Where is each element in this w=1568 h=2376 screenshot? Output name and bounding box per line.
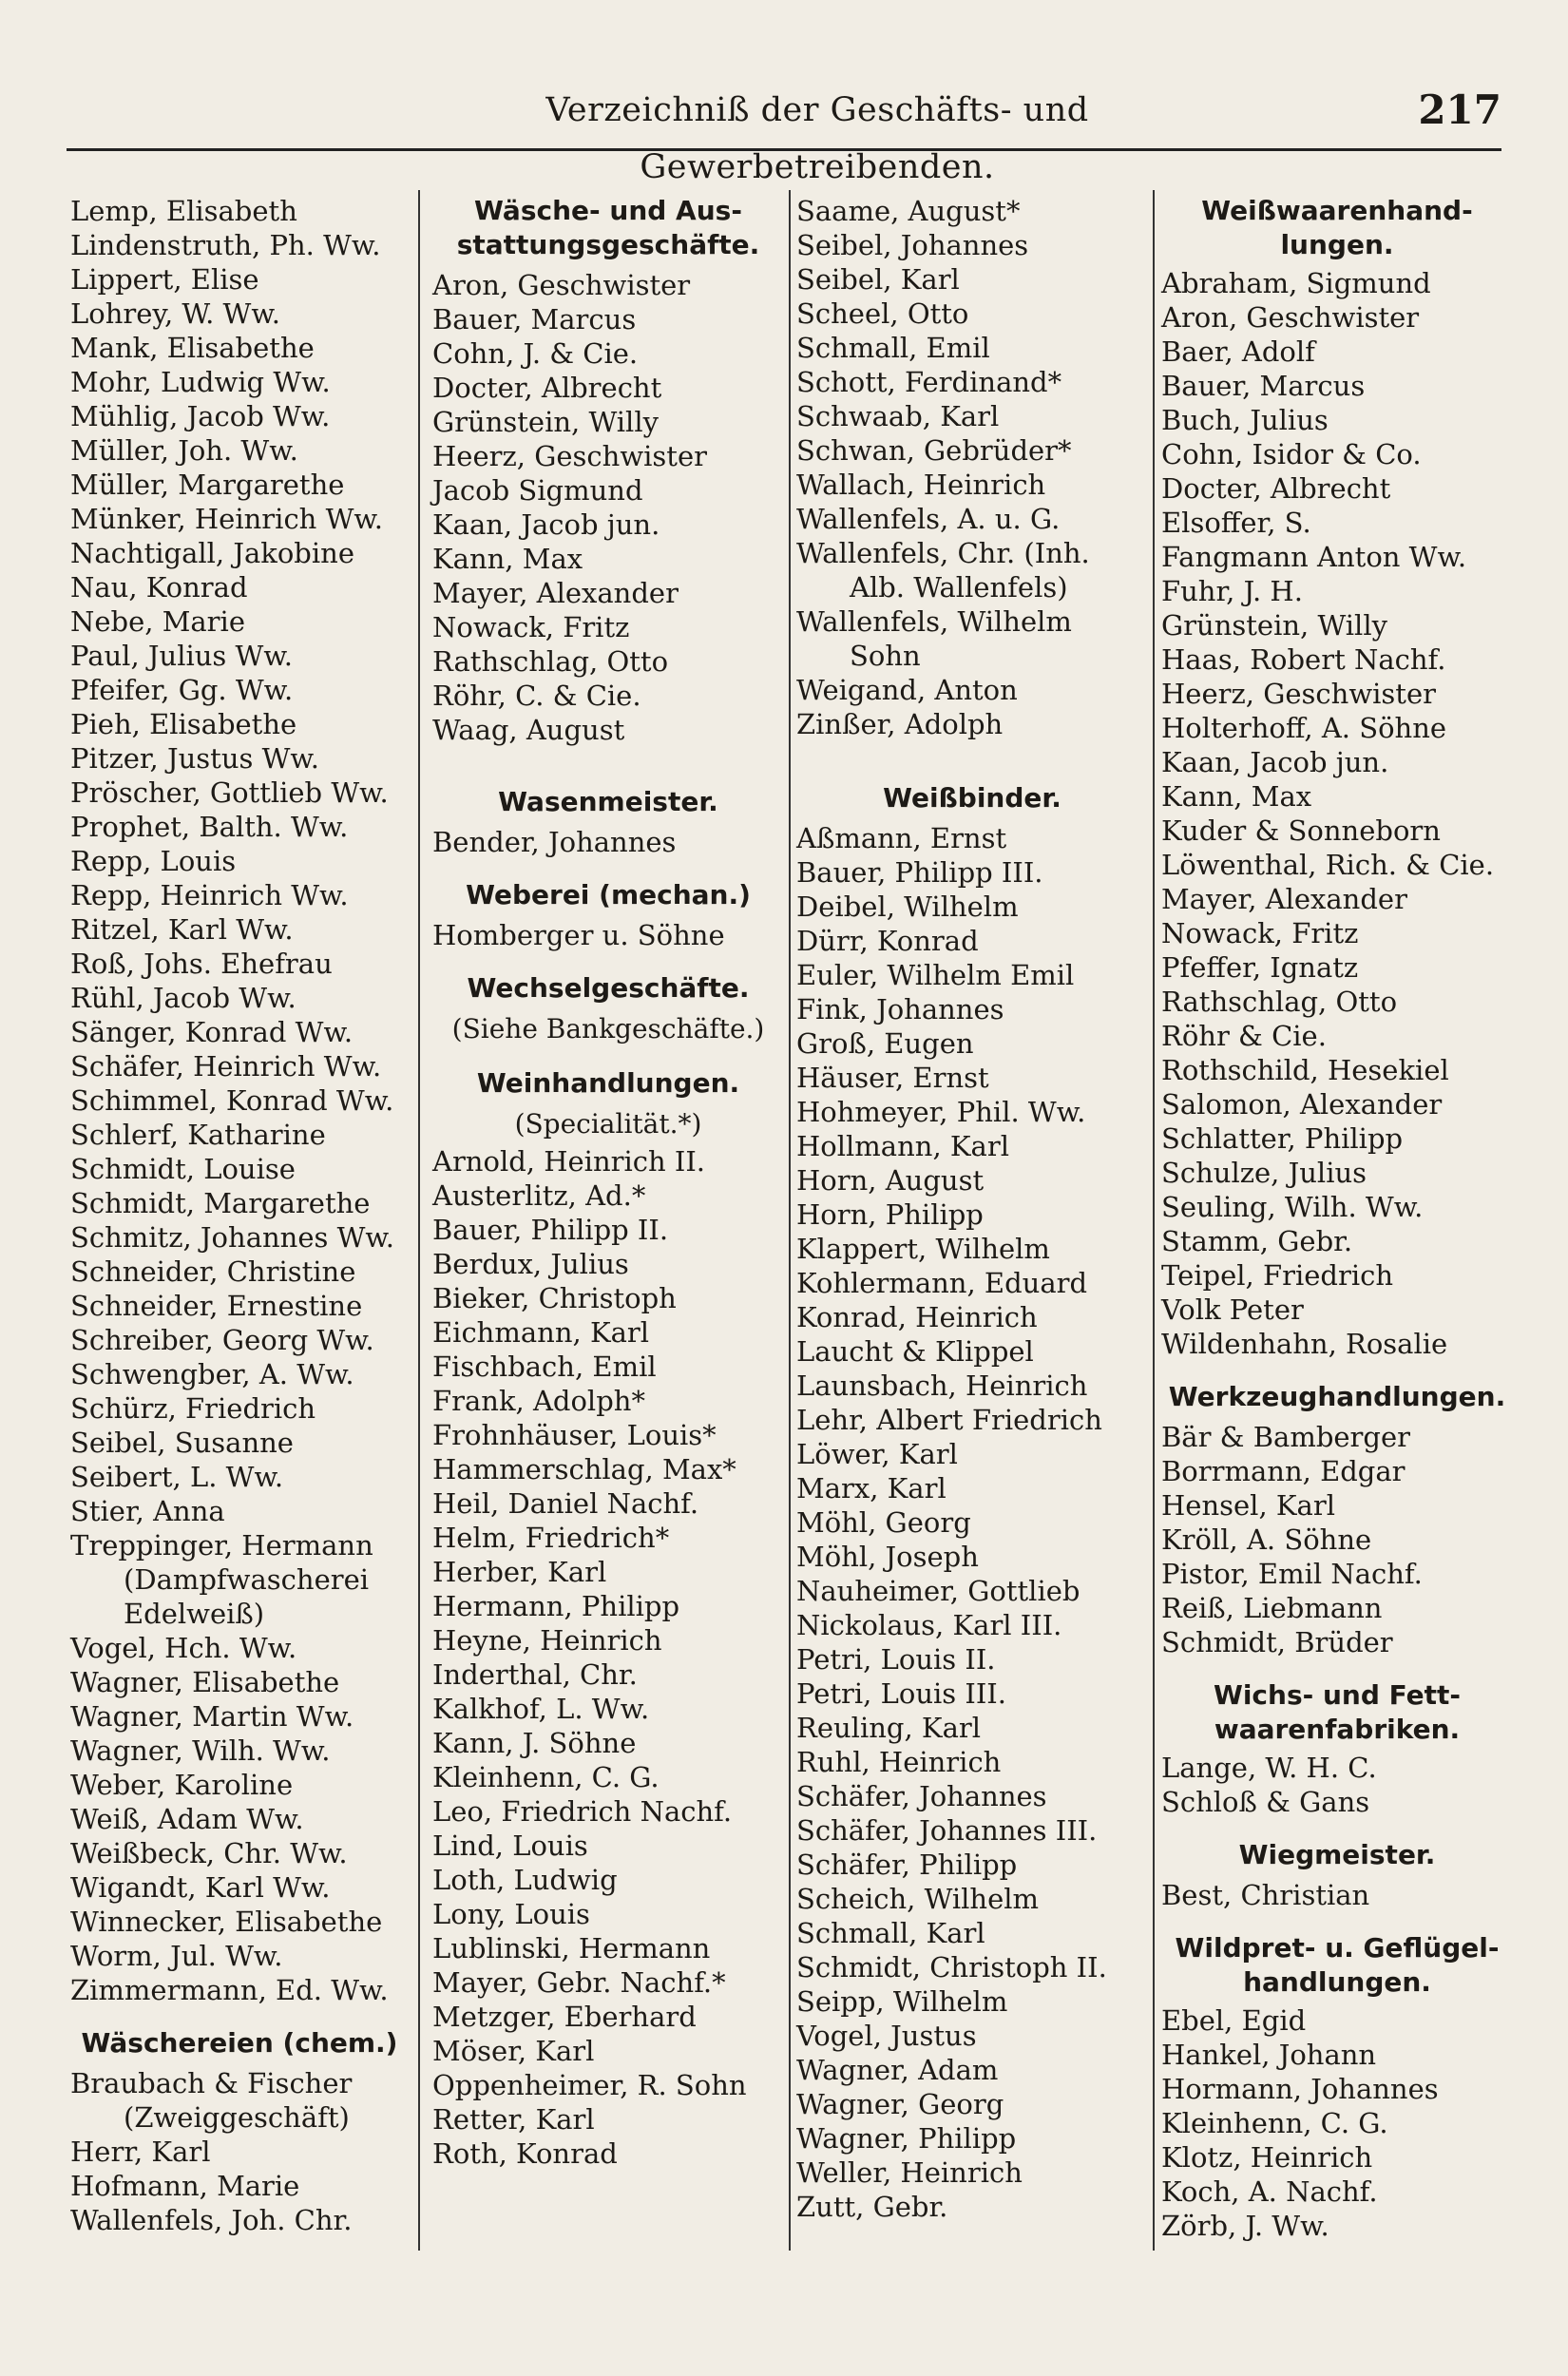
list-item: Kalkhof, L. Ww. (432, 1693, 650, 1725)
list-item: Schott, Ferdinand* (796, 366, 1062, 398)
list-item: Aron, Geschwister (432, 269, 691, 301)
column-3 (796, 194, 1148, 2224)
list-item: Reiß, Liebmann (1161, 1592, 1383, 1624)
entry-list (1161, 1751, 1513, 1819)
list-item: Dürr, Konrad (796, 925, 979, 957)
list-item: Wagner, Martin Ww. (70, 1700, 354, 1733)
list-item: Nowack, Fritz (1161, 917, 1359, 949)
list-item: Seibel, Johannes (796, 229, 1029, 261)
list-item: Weber, Karoline (70, 1769, 294, 1801)
list-item: Mohr, Ludwig Ww. (70, 366, 331, 398)
list-item: Bauer, Philipp III. (796, 856, 1043, 889)
list-item: Hormann, Johannes (1161, 2073, 1439, 2105)
list-item: Pfeifer, Gg. Ww. (70, 674, 294, 706)
list-item: Heil, Daniel Nachf. (432, 1487, 699, 1520)
list-item: Pieh, Elisabethe (70, 708, 297, 740)
list-item: Pitzer, Justus Ww. (70, 742, 320, 775)
list-item: Alb. Wallenfels) (850, 571, 1068, 604)
list-item: Inderthal, Chr. (432, 1658, 638, 1691)
list-item: Petri, Louis II. (796, 1643, 996, 1676)
section-heading: handlungen. (1243, 1966, 1431, 1998)
section-heading: Werkzeughandlungen. (1168, 1381, 1506, 1412)
list-item: Launsbach, Heinrich (796, 1370, 1088, 1402)
list-item: Schulze, Julius (1161, 1157, 1367, 1189)
list-item: Seibel, Susanne (70, 1427, 294, 1459)
list-item: Kuder & Sonneborn (1161, 814, 1441, 847)
list-item: Rühl, Jacob Ww. (70, 982, 296, 1014)
list-item: Wallach, Heinrich (796, 469, 1046, 501)
list-item: Löwenthal, Rich. & Cie. (1161, 849, 1495, 881)
list-item: Vogel, Justus (796, 2020, 977, 2052)
list-item: Lange, W. H. C. (1161, 1752, 1377, 1784)
list-item: Kann, Max (1161, 780, 1312, 813)
list-item: Seibel, Karl (796, 263, 960, 296)
list-item: Schmidt, Louise (70, 1153, 296, 1185)
list-item: Lippert, Elise (70, 263, 259, 296)
list-item: Mayer, Alexander (1161, 883, 1407, 915)
list-item: Ruhl, Heinrich (796, 1746, 1002, 1778)
list-item: Nebe, Marie (70, 605, 245, 638)
section-heading: waarenfabriken. (1214, 1714, 1461, 1745)
list-item: Weiß, Adam Ww. (70, 1803, 304, 1835)
list-item: Baer, Adolf (1161, 335, 1315, 368)
list-item: Schmidt, Brüder (1161, 1626, 1393, 1658)
entry-list (1161, 1878, 1513, 1912)
list-item: Nau, Konrad (70, 571, 248, 604)
list-item: Roß, Johs. Ehefrau (70, 948, 333, 980)
list-item: Stier, Anna (70, 1495, 225, 1527)
section-heading: Wäschereien (chem.) (81, 2027, 398, 2059)
entry-list (1161, 2003, 1513, 2243)
list-item: Metzger, Eberhard (432, 2001, 697, 2033)
entry-list (432, 825, 784, 859)
list-item: Wagner, Wilh. Ww. (70, 1734, 331, 1767)
list-item: Worm, Jul. Ww. (70, 1940, 283, 1972)
list-item: Löwer, Karl (796, 1438, 958, 1470)
list-item: Heerz, Geschwister (432, 440, 707, 472)
list-item: Schäfer, Johannes III. (796, 1814, 1098, 1847)
list-item: Möhl, Georg (796, 1506, 971, 1539)
section-heading: Wichs- und Fett- (1213, 1679, 1462, 1711)
list-item: Marx, Karl (796, 1472, 947, 1504)
list-item: Prophet, Balth. Ww. (70, 811, 349, 843)
list-item: Hammerschlag, Max* (432, 1453, 736, 1485)
column-divider (1153, 190, 1155, 2251)
list-item: Schreiber, Georg Ww. (70, 1324, 374, 1356)
list-item: Docter, Albrecht (432, 372, 662, 404)
list-item: Jacob Sigmund (432, 474, 643, 507)
list-item: Lohrey, W. Ww. (70, 297, 280, 330)
list-item: Herber, Karl (432, 1556, 607, 1588)
list-item: Zörb, J. Ww. (1161, 2210, 1329, 2242)
list-item: Ritzel, Karl Ww. (70, 913, 294, 946)
list-item: Wallenfels, A. u. G. (796, 503, 1061, 535)
list-item: Elsoffer, S. (1161, 507, 1311, 539)
column-1 (70, 194, 409, 2237)
section-note: (Siehe Bankgeschäfte.) (451, 1013, 765, 1044)
list-item: Petri, Louis III. (796, 1677, 1006, 1710)
list-item: Bauer, Philipp II. (432, 1214, 669, 1246)
list-item: Retter, Karl (432, 2103, 595, 2136)
list-item: Schlatter, Philipp (1161, 1122, 1404, 1155)
list-item: Ebel, Egid (1161, 2004, 1307, 2037)
list-item: Schneider, Christine (70, 1255, 356, 1288)
column-divider (789, 190, 791, 2251)
column-4 (1161, 194, 1513, 2243)
list-item: Cohn, J. & Cie. (432, 337, 639, 370)
list-item: Lemp, Elisabeth (70, 195, 297, 227)
list-item: Roth, Konrad (432, 2137, 618, 2170)
list-item: Kleinhenn, C. G. (1161, 2107, 1388, 2139)
list-item: Loth, Ludwig (432, 1864, 618, 1896)
list-item: Sänger, Konrad Ww. (70, 1016, 354, 1048)
list-item: Nauheimer, Gottlieb (796, 1575, 1080, 1607)
list-item: Kleinhenn, C. G. (432, 1761, 660, 1793)
list-item: Salomon, Alexander (1161, 1088, 1443, 1121)
list-item: Grünstein, Willy (432, 406, 659, 438)
page-header (67, 82, 1501, 186)
list-item: Repp, Heinrich Ww. (70, 879, 349, 911)
list-item: Schäfer, Johannes (796, 1780, 1047, 1812)
list-item: Hohmeyer, Phil. Ww. (796, 1096, 1086, 1128)
list-item: Deibel, Wilhelm (796, 891, 1019, 923)
list-item: Sohn (850, 640, 921, 672)
list-item: Schmidt, Margarethe (70, 1187, 371, 1219)
entry-list (796, 821, 1148, 2224)
section-note: (Specialität.*) (514, 1108, 702, 1140)
list-item: Saame, August* (796, 195, 1021, 227)
list-item: Seibert, L. Ww. (70, 1461, 284, 1493)
list-item: Schlerf, Katharine (70, 1119, 326, 1151)
list-item: Häuser, Ernst (796, 1062, 989, 1094)
list-item: Pröscher, Gottlieb Ww. (70, 776, 389, 809)
list-item: Cohn, Isidor & Co. (1161, 438, 1422, 470)
entry-list (1161, 1420, 1513, 1659)
list-item: Lindenstruth, Ph. Ww. (70, 229, 381, 261)
list-item: Abraham, Sigmund (1161, 267, 1431, 299)
list-item: Zinßer, Adolph (796, 708, 1004, 740)
section-heading: lungen. (1280, 229, 1394, 260)
list-item: Mayer, Alexander (432, 577, 679, 609)
list-item: Weigand, Anton (796, 674, 1018, 706)
list-item: Fuhr, J. H. (1161, 575, 1303, 607)
list-item: Scheich, Wilhelm (796, 1883, 1040, 1915)
page-title: Verzeichniß der Geschäfts- und Gewerbetreibenden. (545, 91, 1089, 186)
list-item: Heyne, Heinrich (432, 1624, 662, 1657)
list-item: Holterhoff, A. Söhne (1161, 712, 1447, 744)
list-item: Hankel, Johann (1161, 2039, 1377, 2071)
list-item: Fangmann Anton Ww. (1161, 541, 1467, 573)
list-item: Kaan, Jacob jun. (1161, 746, 1389, 778)
list-item: Aron, Geschwister (1161, 301, 1420, 334)
list-item: Fischbach, Emil (432, 1351, 657, 1383)
list-item: Treppinger, Hermann (70, 1529, 373, 1562)
entry-list (432, 268, 784, 747)
list-item: Mayer, Gebr. Nachf.* (432, 1966, 726, 1999)
list-item: Buch, Julius (1161, 404, 1329, 436)
list-item: Schürz, Friedrich (70, 1392, 316, 1425)
list-item: Pfeffer, Ignatz (1161, 951, 1359, 984)
list-item: Schmidt, Christoph II. (796, 1951, 1107, 1983)
list-item: Lublinski, Hermann (432, 1932, 711, 1964)
list-item: Best, Christian (1161, 1879, 1370, 1911)
list-item: Schwan, Gebrüder* (796, 434, 1072, 467)
column-divider (418, 190, 420, 2251)
list-item: Wallenfels, Joh. Chr. (70, 2204, 353, 2236)
list-item: Arnold, Heinrich II. (432, 1145, 706, 1178)
entry-list (432, 1144, 784, 2171)
list-item: Müller, Margarethe (70, 469, 345, 501)
list-item: Schloß & Gans (1161, 1786, 1370, 1818)
list-item: Paul, Julius Ww. (70, 640, 293, 672)
list-item: Austerlitz, Ad.* (432, 1179, 646, 1212)
section-heading: Wäsche- und Aus- (474, 195, 742, 226)
list-item: Müller, Joh. Ww. (70, 434, 298, 467)
list-item: Bär & Bamberger (1161, 1421, 1410, 1453)
list-item: Zimmermann, Ed. Ww. (70, 1974, 389, 2006)
section-heading: Weinhandlungen. (476, 1067, 740, 1099)
list-item: Hermann, Philipp (432, 1590, 680, 1622)
section-heading: Wildpret- u. Geflügel- (1175, 1932, 1500, 1964)
list-item: Horn, August (796, 1164, 985, 1197)
list-item: Wigandt, Karl Ww. (70, 1871, 331, 1904)
list-item: Wagner, Philipp (796, 2122, 1017, 2155)
list-item: Homberger u. Söhne (432, 919, 725, 951)
entry-list (796, 194, 1148, 741)
list-item: Docter, Albrecht (1161, 472, 1391, 505)
list-item: Bieker, Christoph (432, 1282, 677, 1314)
list-item: Stamm, Gebr. (1161, 1225, 1353, 1257)
section-heading: stattungsgeschäfte. (456, 229, 760, 260)
page-number: 217 (1418, 86, 1501, 133)
list-item: Röhr & Cie. (1161, 1020, 1327, 1052)
list-item: Schwengber, A. Ww. (70, 1358, 354, 1390)
section-heading: Wiegmeister. (1238, 1839, 1436, 1870)
list-item: Winnecker, Elisabethe (70, 1906, 383, 1938)
list-item: Oppenheimer, R. Sohn (432, 2069, 747, 2101)
list-item: Wagner, Adam (796, 2054, 999, 2086)
list-item: Kann, J. Söhne (432, 1727, 637, 1759)
list-item: (Zweiggeschäft) (124, 2101, 350, 2134)
section-heading: Weißwaarenhand- (1201, 195, 1473, 226)
list-item: Schimmel, Konrad Ww. (70, 1084, 394, 1117)
list-item: Nowack, Fritz (432, 611, 630, 643)
list-item: Haas, Robert Nachf. (1161, 643, 1446, 676)
list-item: Münker, Heinrich Ww. (70, 503, 383, 535)
list-item: Teipel, Friedrich (1161, 1259, 1394, 1292)
list-item: Zutt, Gebr. (796, 2191, 948, 2223)
list-item: Repp, Louis (70, 845, 237, 877)
list-item: Braubach & Fischer (70, 2067, 353, 2099)
list-item: Frohnhäuser, Louis* (432, 1419, 717, 1451)
list-item: Möhl, Joseph (796, 1541, 979, 1573)
entry-list (432, 918, 784, 952)
list-item: Lony, Louis (432, 1898, 590, 1930)
list-item: Weißbeck, Chr. Ww. (70, 1837, 348, 1869)
list-item: Horn, Philipp (796, 1198, 984, 1231)
list-item: Edelweiß) (124, 1598, 265, 1630)
list-item: Waag, August (432, 714, 625, 746)
list-item: Eichmann, Karl (432, 1316, 650, 1349)
list-item: Hollmann, Karl (796, 1130, 1009, 1162)
list-item: Konrad, Heinrich (796, 1301, 1038, 1333)
list-item: Helm, Friedrich* (432, 1522, 670, 1554)
list-item: Volk Peter (1161, 1293, 1304, 1326)
list-item: Kann, Max (432, 543, 583, 575)
list-item: Schäfer, Philipp (796, 1849, 1018, 1881)
list-item: Schneider, Ernestine (70, 1290, 363, 1322)
list-item: Schwaab, Karl (796, 400, 1000, 432)
list-item: Wallenfels, Wilhelm (796, 605, 1072, 638)
list-item: Wallenfels, Chr. (Inh. (796, 537, 1090, 569)
list-item: Grünstein, Willy (1161, 609, 1387, 642)
list-item: Kohlermann, Eduard (796, 1267, 1088, 1299)
section-heading: Wasenmeister. (498, 786, 718, 817)
list-item: Borrmann, Edgar (1161, 1455, 1405, 1487)
list-item: Seipp, Wilhelm (796, 1985, 1008, 2018)
list-item: Fink, Johannes (796, 993, 1004, 1025)
list-item: Aßmann, Ernst (796, 822, 1007, 854)
list-item: Scheel, Otto (796, 297, 969, 330)
list-item: Mank, Elisabethe (70, 332, 315, 364)
list-item: Weller, Heinrich (796, 2156, 1023, 2189)
list-item: Wagner, Georg (796, 2088, 1004, 2120)
list-item: Nickolaus, Karl III. (796, 1609, 1062, 1641)
list-item: Hofmann, Marie (70, 2170, 300, 2202)
list-item: Schäfer, Heinrich Ww. (70, 1050, 382, 1083)
list-item: Lehr, Albert Friedrich (796, 1404, 1102, 1436)
list-item: Pistor, Emil Nachf. (1161, 1558, 1423, 1590)
list-item: Schmitz, Johannes Ww. (70, 1221, 395, 1254)
section-heading: Weberei (mechan.) (466, 879, 751, 910)
list-item: Klotz, Heinrich (1161, 2141, 1373, 2174)
list-item: Hensel, Karl (1161, 1489, 1335, 1522)
list-item: Seuling, Wilh. Ww. (1161, 1191, 1424, 1223)
list-item: Kröll, A. Söhne (1161, 1523, 1372, 1556)
list-item: Reuling, Karl (796, 1712, 981, 1744)
section-heading: Weißbinder. (883, 782, 1061, 814)
list-item: Koch, A. Nachf. (1161, 2175, 1378, 2208)
list-item: Nachtigall, Jakobine (70, 537, 354, 569)
list-item: Bauer, Marcus (432, 303, 637, 335)
list-item: Klappert, Wilhelm (796, 1233, 1050, 1265)
list-item: Mühlig, Jacob Ww. (70, 400, 331, 432)
list-item: Schmall, Karl (796, 1917, 985, 1949)
list-item: Bender, Johannes (432, 826, 677, 858)
list-item: (Dampfwascherei (124, 1563, 370, 1596)
list-item: Frank, Adolph* (432, 1385, 645, 1417)
list-item: Vogel, Hch. Ww. (70, 1632, 297, 1664)
list-item: Leo, Friedrich Nachf. (432, 1795, 733, 1828)
list-item: Rathschlag, Otto (1161, 986, 1398, 1018)
list-item: Schmall, Emil (796, 332, 990, 364)
entry-list (70, 194, 409, 2007)
list-item: Euler, Wilhelm Emil (796, 959, 1075, 991)
list-item: Herr, Karl (70, 2136, 211, 2168)
list-item: Rathschlag, Otto (432, 645, 669, 678)
list-item: Groß, Eugen (796, 1027, 974, 1060)
list-item: Heerz, Geschwister (1161, 678, 1436, 710)
list-item: Möser, Karl (432, 2035, 595, 2067)
column-2 (432, 194, 784, 2171)
list-item: Wagner, Elisabethe (70, 1666, 340, 1698)
list-item: Lind, Louis (432, 1830, 588, 1862)
section-heading: Wechselgeschäfte. (467, 972, 750, 1004)
list-item: Röhr, C. & Cie. (432, 680, 641, 712)
list-item: Wildenhahn, Rosalie (1161, 1328, 1448, 1360)
entry-list (1161, 266, 1513, 1361)
list-item: Kaan, Jacob jun. (432, 508, 660, 541)
list-item: Bauer, Marcus (1161, 370, 1366, 402)
list-item: Berdux, Julius (432, 1248, 629, 1280)
list-item: Rothschild, Hesekiel (1161, 1054, 1449, 1086)
entry-list (70, 2066, 409, 2237)
list-item: Laucht & Klippel (796, 1335, 1034, 1368)
